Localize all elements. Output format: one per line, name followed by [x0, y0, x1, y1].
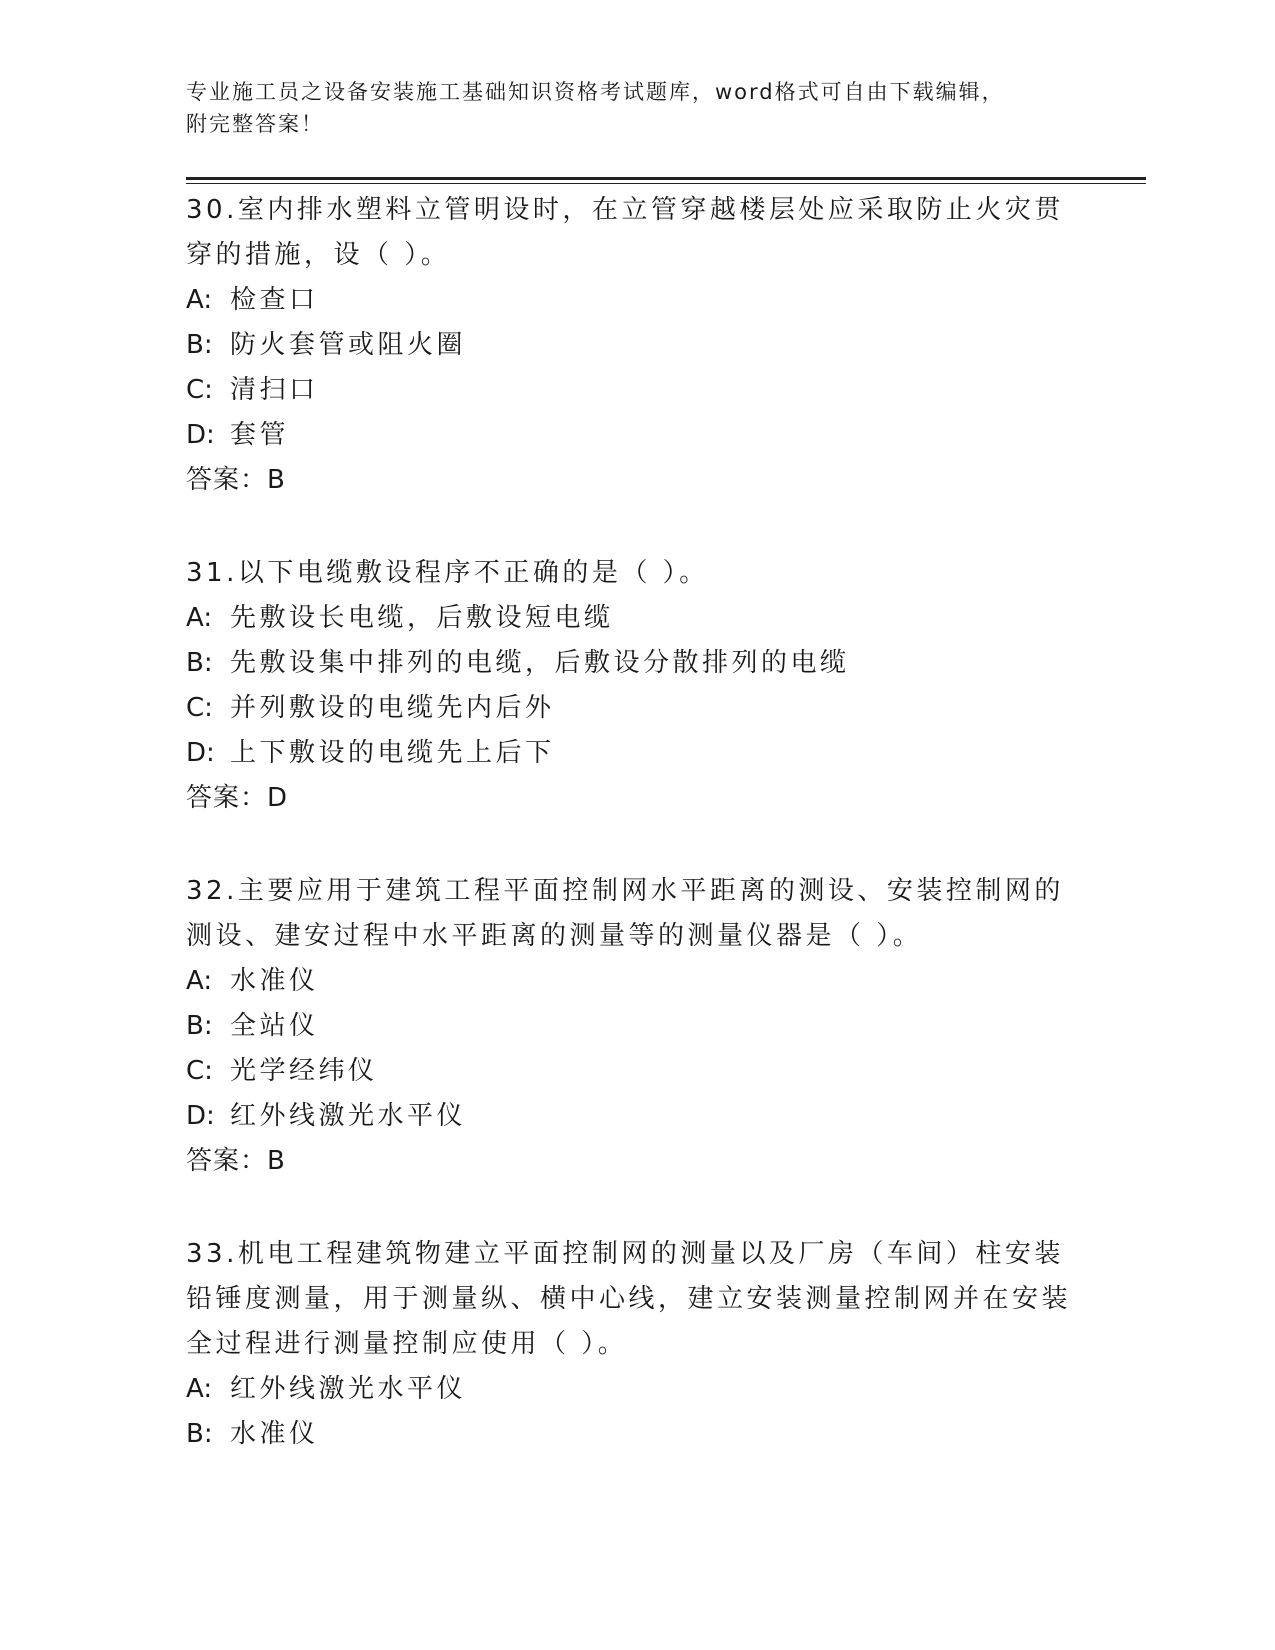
option-letter: A:: [186, 966, 213, 996]
option-a: [186, 596, 1086, 641]
answer-value: B: [267, 1146, 285, 1176]
option-d: [186, 413, 1086, 458]
answer-label: 答案：: [186, 465, 268, 495]
option-letter: B:: [186, 1011, 213, 1041]
question-33: [186, 1232, 1086, 1457]
option-letter: B:: [186, 1419, 213, 1449]
question-text: 33.机电工程建筑物建立平面控制网的测量以及厂房（车间）柱安装铅锤度测量，用于测量纵、横中心线，建立安装测量控制网并在安装全过程进行测量控制应使用（ ）。: [186, 1239, 1072, 1359]
answer-label: 答案：: [186, 1146, 268, 1176]
document-page: [186, 0, 1146, 1650]
option-text: 套管: [230, 420, 290, 450]
answer-line: [186, 1139, 1086, 1184]
option-d: [186, 1094, 1086, 1139]
option-text: 并列敷设的电缆先内后外: [230, 693, 555, 723]
document-header: [186, 76, 1086, 140]
option-letter: B:: [186, 330, 213, 360]
option-b: [186, 1004, 1086, 1049]
option-a: [186, 1367, 1086, 1412]
option-text: 红外线激光水平仪: [230, 1374, 467, 1404]
option-letter: C:: [186, 1056, 213, 1086]
question-list: [186, 188, 1086, 1505]
option-text: 光学经纬仪: [230, 1056, 378, 1086]
option-c: [186, 1049, 1086, 1094]
option-letter: B:: [186, 648, 213, 678]
option-text: 水准仪: [230, 1419, 319, 1449]
question-31: [186, 551, 1086, 821]
option-text: 清扫口: [230, 375, 319, 405]
option-letter: A:: [186, 285, 213, 315]
option-text: 先敷设集中排列的电缆，后敷设分散排列的电缆: [230, 648, 850, 678]
header-divider-thick: [186, 177, 1146, 180]
option-text: 防火套管或阻火圈: [230, 330, 467, 360]
question-32: [186, 869, 1086, 1184]
option-b: [186, 641, 1086, 686]
option-letter: D:: [186, 420, 215, 450]
option-letter: D:: [186, 1101, 215, 1131]
option-c: [186, 368, 1086, 413]
answer-line: [186, 458, 1086, 503]
option-text: 全站仪: [230, 1011, 319, 1041]
question-text: 31.以下电缆敷设程序不正确的是（ ）。: [186, 558, 709, 588]
option-text: 上下敷设的电缆先上后下: [230, 738, 555, 768]
header-line-2: 附完整答案！: [186, 112, 324, 136]
option-letter: A:: [186, 603, 213, 633]
option-letter: C:: [186, 693, 213, 723]
option-letter: D:: [186, 738, 215, 768]
question-text: 30.室内排水塑料立管明设时，在立管穿越楼层处应采取防止火灾贯穿的措施，设（ ）。: [186, 195, 1064, 270]
answer-value: B: [267, 465, 285, 495]
header-divider-thin: [186, 183, 1146, 184]
answer-label: 答案：: [186, 783, 268, 813]
option-c: [186, 686, 1086, 731]
option-letter: A:: [186, 1374, 213, 1404]
question-text: 32.主要应用于建筑工程平面控制网水平距离的测设、安装控制网的测设、建安过程中水平距离的测量等的测量仪器是（ ）。: [186, 876, 1064, 951]
answer-value: D: [267, 783, 288, 813]
option-text: 红外线激光水平仪: [230, 1101, 467, 1131]
answer-line: [186, 776, 1086, 821]
option-text: 水准仪: [230, 966, 319, 996]
option-text: 检查口: [230, 285, 319, 315]
option-d: [186, 731, 1086, 776]
option-letter: C:: [186, 375, 213, 405]
option-b: [186, 1412, 1086, 1457]
header-line-1: 专业施工员之设备安装施工基础知识资格考试题库，word格式可自由下载编辑，: [186, 80, 1005, 104]
question-30: [186, 188, 1086, 503]
option-b: [186, 323, 1086, 368]
option-a: [186, 278, 1086, 323]
option-a: [186, 959, 1086, 1004]
option-text: 先敷设长电缆，后敷设短电缆: [230, 603, 614, 633]
